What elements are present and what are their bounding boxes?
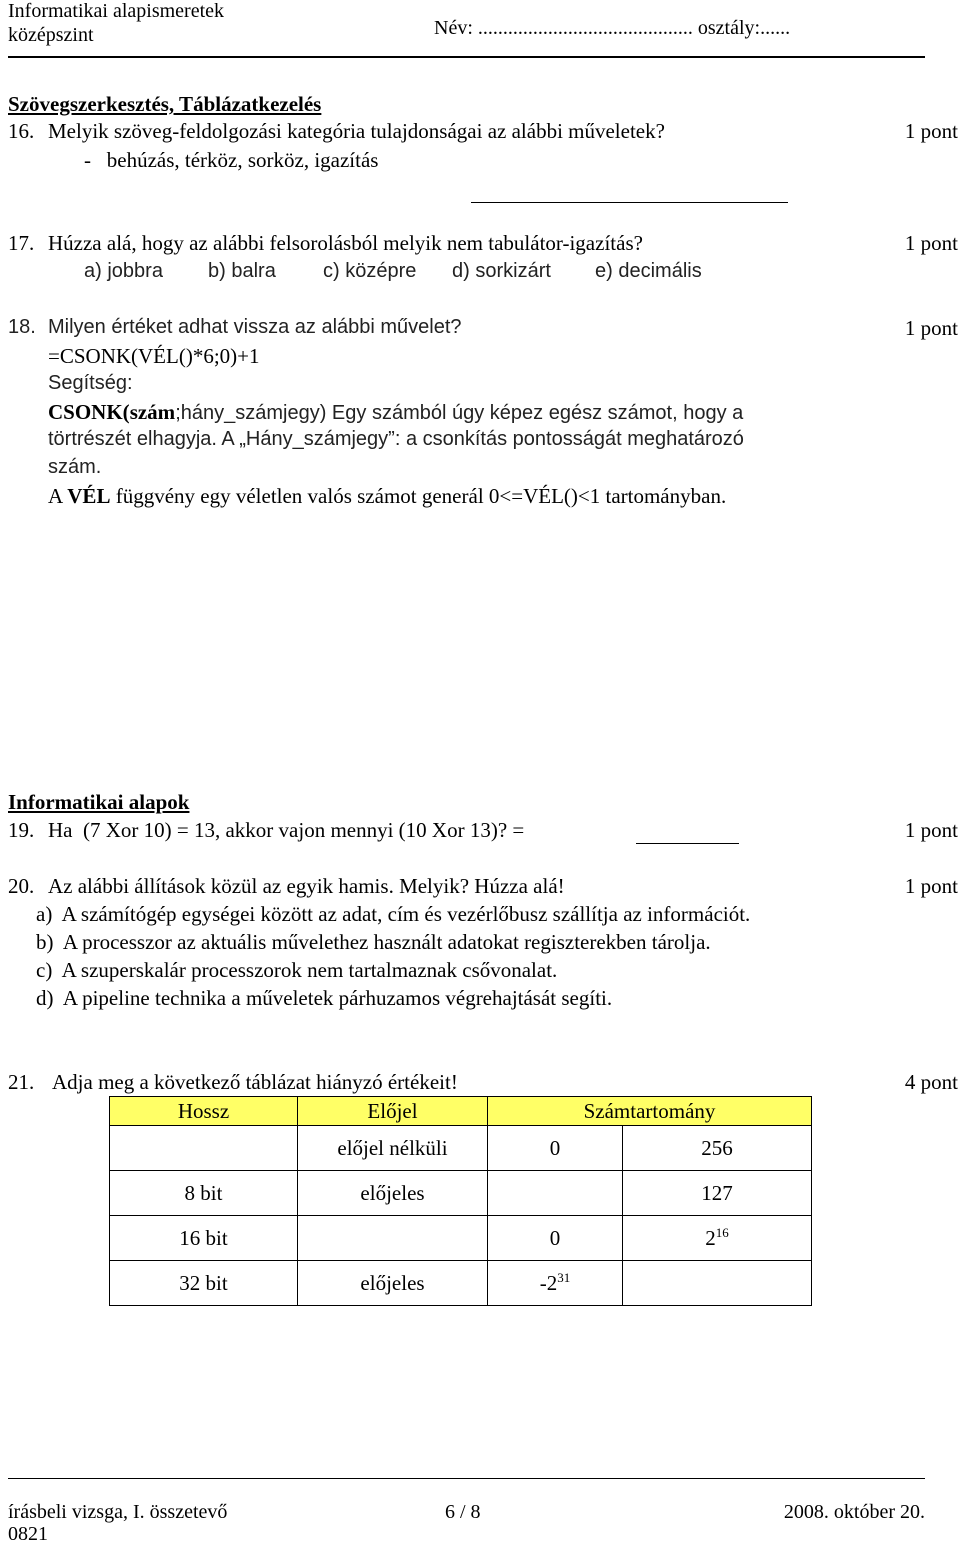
q18-help-line4 <box>48 484 726 509</box>
q16-points: 1 pont <box>904 119 958 143</box>
q20-text: Az alábbi állítások közül az egyik hamis. Melyik? Húzza alá! <box>48 874 565 898</box>
table-row <box>110 1126 812 1171</box>
header-rule <box>8 56 925 58</box>
footer-exam: írásbeli vizsga, I. összetevő <box>8 1501 228 1523</box>
q19-points: 1 pont <box>904 818 958 842</box>
csonk-function-name: CSONK( <box>48 400 130 424</box>
q20-option-b[interactable]: b) A processzor az aktuális művelethez használt adatokat regiszterekben tárolja. <box>36 930 711 954</box>
table-row <box>110 1171 812 1216</box>
q16-number: 16. <box>8 119 35 143</box>
header-subject: Informatikai alapismeretek <box>8 0 225 22</box>
q17-points: 1 pont <box>904 231 958 255</box>
q19-number: 19. <box>8 818 35 842</box>
q18-help-line3: szám. <box>48 456 102 478</box>
header-name-field: Név: ........................................... osztály:...... <box>434 17 791 39</box>
q21-number: 21. <box>8 1070 35 1094</box>
q17-option-c[interactable]: c) középre <box>323 260 417 282</box>
q20-option-a[interactable]: a) A számítógép egységei között az adat, cím és vezérlőbusz szállítja az információt. <box>36 902 751 926</box>
number-range-table <box>109 1096 812 1306</box>
table-cell-hossz: 8 bit <box>110 1171 298 1216</box>
section-title-informatikai-alapok: Informatikai alapok <box>8 790 190 814</box>
q17-option-d[interactable]: d) sorkizárt <box>452 260 551 282</box>
header-level: középszint <box>8 24 94 46</box>
q16-text: Melyik szöveg-feldolgozási kategória tulajdonságai az alábbi műveletek? <box>48 119 665 143</box>
table-cell-max-exponent: 16 <box>715 1224 729 1240</box>
footer-code: 0821 <box>8 1523 48 1545</box>
q18-help-label: Segítség: <box>48 372 133 394</box>
table-cell-hossz: 32 bit <box>110 1261 298 1306</box>
q18-text: Milyen értéket adhat vissza az alábbi művelet? <box>48 316 462 338</box>
q18-help-line2: törtrészét elhagyja. A „Hány_számjegy”: a csonkítás pontosságát meghatározó <box>48 428 744 450</box>
q17-text: Húzza alá, hogy az alábbi felsorolásból melyik nem tabulátor-igazítás? <box>48 231 643 255</box>
table-header-szamtartomany: Számtartomány <box>488 1097 812 1126</box>
q17-number: 17. <box>8 231 35 255</box>
q18-help-line1 <box>48 400 743 425</box>
table-row <box>110 1216 812 1261</box>
q16-answer-line[interactable] <box>471 202 788 203</box>
table-cell-max-base: 2 <box>705 1225 716 1250</box>
q18-help-line4-a: A <box>48 484 68 508</box>
q20-number: 20. <box>8 874 35 898</box>
q21-points: 4 pont <box>904 1070 958 1094</box>
table-row <box>110 1261 812 1306</box>
vel-function-name: VÉL <box>67 484 111 508</box>
szam-argument: szám <box>129 400 176 424</box>
table-cell-max[interactable] <box>623 1261 812 1306</box>
table-header-row <box>110 1097 812 1126</box>
table-cell-elojel: előjeles <box>298 1171 488 1216</box>
table-cell-min: 0 <box>488 1216 623 1261</box>
q19-answer-line[interactable] <box>636 843 739 844</box>
table-cell-min: 0 <box>488 1126 623 1171</box>
table-cell-max: 256 <box>623 1126 812 1171</box>
table-cell-hossz[interactable] <box>110 1126 298 1171</box>
table-cell-min <box>488 1261 623 1306</box>
table-cell-min[interactable] <box>488 1171 623 1216</box>
q21-text: Adja meg a következő táblázat hiányzó értékeit! <box>52 1070 458 1094</box>
q18-formula: =CSONK(VÉL()*6;0)+1 <box>48 344 260 368</box>
q17-option-b[interactable]: b) balra <box>208 260 276 282</box>
q17-option-a[interactable]: a) jobbra <box>84 260 163 282</box>
table-header-hossz: Hossz <box>110 1097 298 1126</box>
table-cell-elojel[interactable] <box>298 1216 488 1261</box>
q20-option-d[interactable]: d) A pipeline technika a műveletek párhuzamos végrehajtását segíti. <box>36 986 613 1010</box>
table-cell-hossz: 16 bit <box>110 1216 298 1261</box>
table-cell-elojel: előjeles <box>298 1261 488 1306</box>
table-header-elojel: Előjel <box>298 1097 488 1126</box>
q19-text: Ha (7 Xor 10) = 13, akkor vajon mennyi (10 Xor 13)? = <box>48 818 525 842</box>
q18-help-line4-b: függvény egy véletlen valós számot generál 0<=VÉL()<1 tartományban. <box>110 484 727 508</box>
q20-option-c[interactable]: c) A szuperskalár processzorok nem tartalmaznak csővonalat. <box>36 958 558 982</box>
q20-points: 1 pont <box>904 874 958 898</box>
table-cell-max <box>623 1216 812 1261</box>
q16-list-item: - behúzás, térköz, sorköz, igazítás <box>84 148 379 172</box>
q18-points: 1 pont <box>904 316 958 340</box>
q18-help-line1-text: ;hány_számjegy) Egy számból úgy képez egész számot, hogy a <box>175 402 744 424</box>
footer-page-number: 6 / 8 <box>445 1501 481 1523</box>
table-cell-min-exponent: 31 <box>557 1269 571 1285</box>
q17-option-e[interactable]: e) decimális <box>595 260 702 282</box>
footer-date: 2008. október 20. <box>783 1501 925 1523</box>
table-cell-elojel: előjel nélküli <box>298 1126 488 1171</box>
footer-rule <box>8 1478 925 1479</box>
section-title-szovegszerkesztes: Szövegszerkesztés, Táblázatkezelés <box>8 92 322 116</box>
table-cell-min-base: -2 <box>539 1270 558 1295</box>
q18-number: 18. <box>8 316 36 338</box>
table-cell-max: 127 <box>623 1171 812 1216</box>
